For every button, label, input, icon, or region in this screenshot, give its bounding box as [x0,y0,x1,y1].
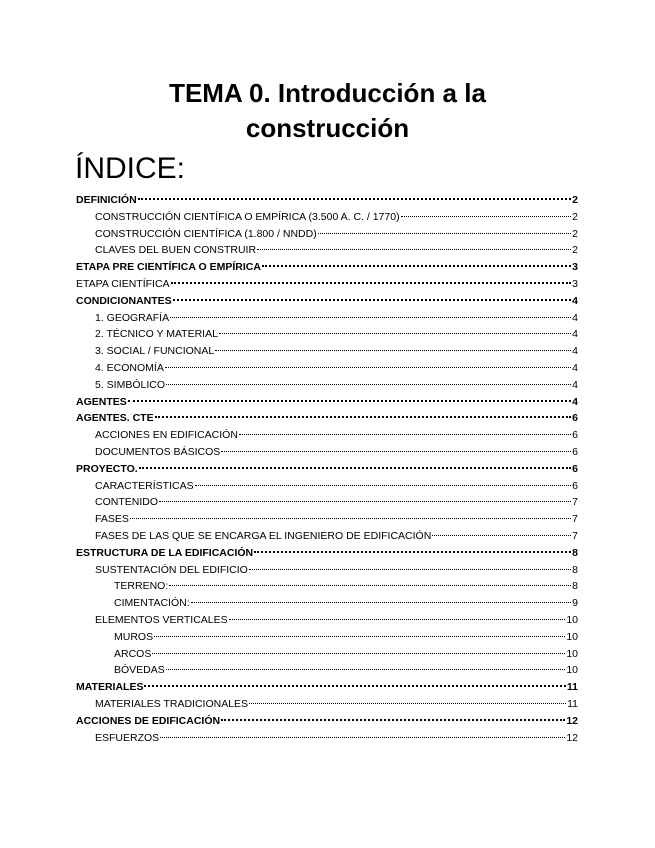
toc-entry[interactable] [76,494,578,511]
document-title [60,76,595,146]
toc-entry[interactable] [76,377,578,394]
toc-entry-label: CARACTERÍSTICAS [95,479,194,492]
toc-entry-page: 8 [572,546,578,559]
toc-dot-leader [195,484,572,486]
title-line-1: TEMA 0. Introducción a la [169,78,486,108]
toc-entry-page: 2 [572,244,578,257]
toc-entry-label: ARCOS [114,647,152,660]
toc-entry-label: AGENTES. CTE [76,412,154,425]
toc-entry[interactable] [76,646,578,663]
toc-entry-page: 4 [572,311,578,324]
toc-entry-page: 11 [567,697,578,710]
toc-dot-leader [173,298,571,301]
toc-entry[interactable] [76,461,578,478]
toc-entry-page: 4 [572,345,578,358]
toc-entry-label: CLAVES DEL BUEN CONSTRUIR [95,244,257,257]
toc-dot-leader [249,568,571,570]
toc-entry[interactable] [76,326,578,343]
toc-entry[interactable] [76,343,578,360]
toc-entry-page: 10 [566,647,578,660]
toc-entry-label: ACCIONES EN EDIFICACIÓN [95,429,238,442]
toc-dot-leader [401,215,572,217]
toc-entry-page: 11 [566,681,578,694]
toc-entry-label: MATERIALES TRADICIONALES [95,697,249,710]
toc-entry[interactable] [76,427,578,444]
toc-entry-label: 1. GEOGRAFÍA [95,311,170,324]
toc-dot-leader [170,316,571,318]
toc-entry-label: CONTENIDO [95,496,158,509]
toc-entry[interactable] [76,192,578,209]
toc-dot-leader [152,652,565,654]
toc-entry-label: CONDICIONANTES [76,294,172,307]
toc-dot-leader [130,517,571,519]
toc-entry-label: SUSTENTACIÓN DEL EDIFICIO [95,563,248,576]
toc-entry-page: 9 [572,597,578,610]
toc-dot-leader [154,635,565,637]
toc-entry-page: 10 [566,613,578,626]
toc-entry-page: 4 [572,395,578,408]
toc-entry[interactable] [76,226,578,243]
toc-entry-page: 2 [572,194,578,206]
toc-entry-page: 6 [572,429,578,442]
toc-dot-leader [138,197,571,200]
toc-entry[interactable] [76,209,578,226]
toc-dot-leader [219,332,571,334]
toc-entry[interactable] [76,394,578,411]
toc-entry-label: 2. TÉCNICO Y MATERIAL [95,328,218,341]
toc-entry-page: 6 [572,479,578,492]
toc-entry-label: ETAPA PRE CIENTÍFICA O EMPÍRICA [76,261,261,274]
toc-entry-page: 12 [566,714,578,727]
toc-entry-page: 7 [572,513,578,526]
toc-entry-label: PROYECTO. [76,462,138,475]
toc-entry-label: FASES DE LAS QUE SE ENCARGA EL INGENIERO DE EDIFICACIÓN [95,529,432,542]
toc-entry[interactable] [76,595,578,612]
toc-entry-label: DOCUMENTOS BÁSICOS [95,445,221,458]
toc-entry[interactable] [76,730,578,747]
toc-entry-page: 6 [572,462,578,475]
toc-entry-label: CONSTRUCCIÓN CIENTÍFICA O EMPÍRICA (3.500 A. C. / 1770) [95,210,400,223]
toc-entry[interactable] [76,612,578,629]
toc-dot-leader [229,618,566,620]
toc-dot-leader [215,349,571,351]
toc-entry-label: 3. SOCIAL / FUNCIONAL [95,345,215,358]
toc-dot-leader [191,601,572,603]
toc-dot-leader [432,534,571,536]
toc-entry[interactable] [76,713,578,730]
toc-entry[interactable] [76,259,578,276]
toc-entry-page: 7 [572,496,578,509]
toc-dot-leader [257,248,571,250]
toc-entry-page: 10 [566,664,578,677]
toc-entry-label: TERRENO: [114,580,169,593]
toc-entry[interactable] [76,578,578,595]
toc-entry-label: MATERIALES [76,681,144,694]
toc-entry-page: 4 [572,328,578,341]
toc-entry-page: 4 [572,378,578,391]
toc-entry-page: 10 [566,630,578,643]
toc-entry[interactable] [76,629,578,646]
toc-dot-leader [155,415,572,418]
toc-entry[interactable] [76,511,578,528]
toc-entry[interactable] [76,679,578,696]
toc-entry-page: 8 [572,580,578,593]
toc-dot-leader [166,668,566,670]
toc-entry-label: BÓVEDAS [114,664,165,677]
index-heading: ÍNDICE: [75,152,186,185]
toc-entry[interactable] [76,696,578,713]
toc-dot-leader [128,399,571,402]
toc-entry[interactable] [76,478,578,495]
toc-entry-label: MUROS [114,630,154,643]
toc-entry[interactable] [76,242,578,259]
toc-entry[interactable] [76,310,578,327]
toc-dot-leader [254,550,571,553]
toc-dot-leader [249,702,566,704]
toc-entry-page: 6 [572,445,578,458]
toc-entry-label: ESTRUCTURA DE LA EDIFICACIÓN [76,546,254,559]
toc-dot-leader [318,232,571,234]
toc-entry-label: ETAPA CIENTÍFICA [76,277,170,290]
toc-dot-leader [160,736,565,738]
toc-entry-page: 2 [572,227,578,240]
toc-entry-label: AGENTES [76,395,127,408]
toc-entry-page: 6 [572,412,578,425]
toc-entry-label: CIMENTACIÓN: [114,597,190,610]
toc-dot-leader [144,684,565,687]
toc-dot-leader [221,718,565,721]
toc-entry[interactable] [76,662,578,679]
toc-entry-page: 12 [566,731,578,744]
toc-entry[interactable] [76,562,578,579]
toc-entry-label: ACCIONES DE EDIFICACIÓN [76,714,221,727]
toc-dot-leader [221,450,571,452]
toc-entry-label: 5. SIMBÓLICO [95,378,166,391]
toc-dot-leader [171,281,572,284]
toc-entry-page: 7 [572,529,578,542]
toc-entry-page: 2 [572,210,578,223]
toc-entry[interactable] [76,410,578,427]
toc-entry-label: DEFINICIÓN [76,194,137,206]
toc-dot-leader [262,264,571,267]
toc-entry-label: ESFUERZOS [95,731,160,744]
toc-entry[interactable] [76,444,578,461]
toc-dot-leader [159,500,571,502]
toc-entry[interactable] [76,528,578,545]
toc-dot-leader [139,466,572,469]
toc-dot-leader [166,383,571,385]
toc-entry[interactable] [76,276,578,293]
title-line-2: construcción [245,113,410,143]
toc-entry-label: 4. ECONOMÍA [95,361,164,374]
toc-dot-leader [239,433,571,435]
toc-entry-label: ELEMENTOS VERTICALES [95,613,228,626]
toc-entry-page: 4 [572,294,578,307]
toc-entry-page: 8 [572,563,578,576]
toc-entry-page: 3 [572,277,578,290]
toc-entry-label: CONSTRUCCIÓN CIENTÍFICA (1.800 / NNDD) [95,227,317,240]
toc-entry-page: 3 [572,261,578,274]
toc-dot-leader [165,366,571,368]
table-of-contents [76,192,578,746]
toc-dot-leader [169,584,571,586]
toc-entry[interactable] [76,360,578,377]
toc-entry[interactable] [76,293,578,310]
toc-entry-page: 4 [572,361,578,374]
toc-entry-label: FASES [95,513,129,526]
toc-entry[interactable] [76,545,578,562]
